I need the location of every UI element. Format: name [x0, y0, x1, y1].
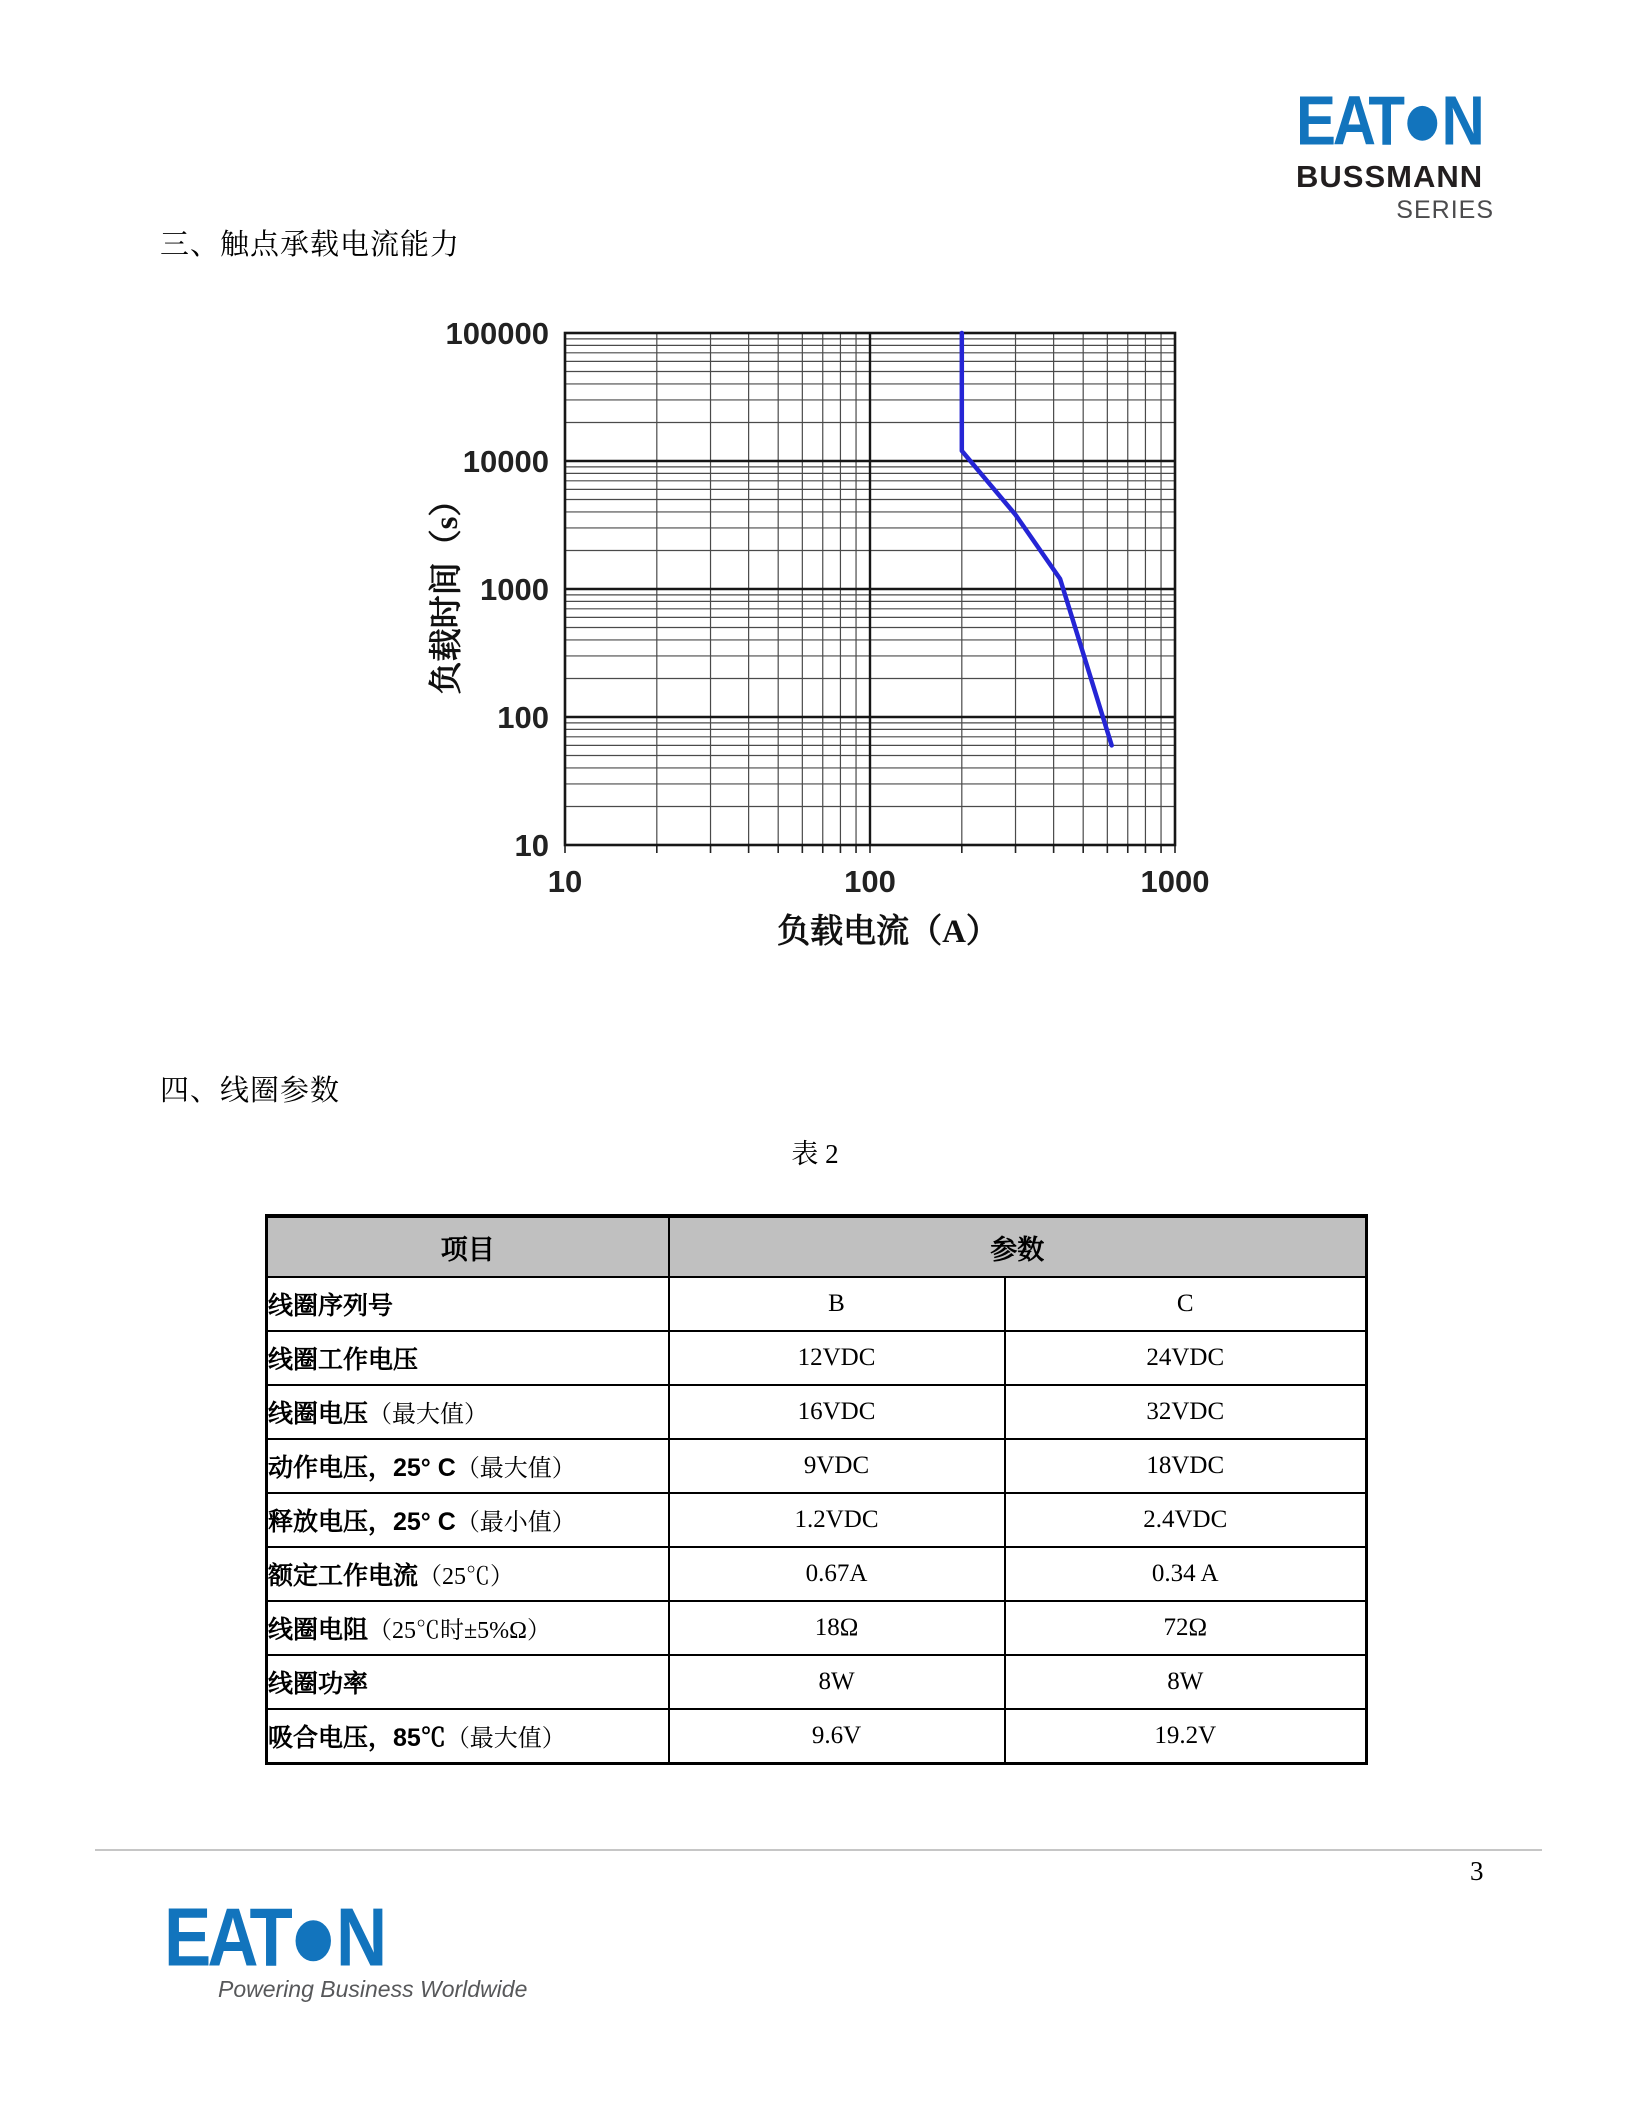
row-label: 线圈序列号	[267, 1277, 669, 1331]
row-label: 动作电压，25° C（最大值）	[267, 1439, 669, 1493]
eaton-o-dot-icon	[296, 1920, 331, 1961]
row-label: 释放电压，25° C（最小值）	[267, 1493, 669, 1547]
value-b: 18Ω	[669, 1601, 1005, 1655]
header-item: 项目	[267, 1216, 669, 1277]
eaton-tagline: Powering Business Worldwide	[218, 1976, 528, 2002]
x-tick-label: 100	[844, 864, 896, 899]
y-tick-label: 1000	[480, 572, 549, 607]
value-c: 2.4VDC	[1005, 1493, 1367, 1547]
y-axis-title: 负载时间（s）	[429, 483, 465, 695]
row-label: 线圈电压（最大值）	[267, 1385, 669, 1439]
value-c: 72Ω	[1005, 1601, 1367, 1655]
row-label: 线圈工作电压	[267, 1331, 669, 1385]
table-row	[267, 1385, 1367, 1439]
value-c: 18VDC	[1005, 1439, 1367, 1493]
coil-parameter-table	[265, 1214, 1368, 1765]
row-label: 线圈电阻（25℃时±5%Ω）	[267, 1601, 669, 1655]
table-row	[267, 1709, 1367, 1764]
table-row	[267, 1655, 1367, 1709]
coil-table-body	[267, 1277, 1367, 1764]
table-row	[267, 1439, 1367, 1493]
value-b: 9.6V	[669, 1709, 1005, 1764]
x-tick-label: 1000	[1140, 864, 1210, 899]
value-c: 24VDC	[1005, 1331, 1367, 1385]
row-label: 吸合电压，85℃（最大值）	[267, 1709, 669, 1764]
eaton-logo	[1296, 90, 1494, 152]
table-row	[267, 1601, 1367, 1655]
series-label: SERIES	[1396, 196, 1494, 224]
value-b: 1.2VDC	[669, 1493, 1005, 1547]
row-label: 额定工作电流（25℃）	[267, 1547, 669, 1601]
eaton-o-dot-icon	[1407, 106, 1437, 141]
value-c: 0.34 A	[1005, 1547, 1367, 1601]
value-c: C	[1005, 1277, 1367, 1331]
eaton-logo-letter-n: N	[336, 1902, 384, 1974]
eaton-logo-letters: EAT	[1296, 90, 1402, 152]
chart-grid	[446, 318, 1210, 899]
x-axis-title: 负载电流（A）	[777, 914, 999, 950]
load-time-current-chart	[420, 318, 1210, 958]
section3-heading: 三、触点承载电流能力	[160, 229, 461, 261]
row-label: 线圈功率	[267, 1655, 669, 1709]
table-row	[267, 1331, 1367, 1385]
brand-block-bottom	[164, 1902, 528, 2003]
brand-block-top	[1296, 90, 1494, 225]
section4-heading: 四、线圈参数	[160, 1075, 341, 1107]
y-tick-label: 10	[514, 828, 549, 863]
y-tick-label: 10000	[462, 444, 549, 479]
table-row	[267, 1277, 1367, 1331]
value-c: 8W	[1005, 1655, 1367, 1709]
value-c: 32VDC	[1005, 1385, 1367, 1439]
page-number: 3	[1470, 1856, 1484, 1886]
footer-divider	[95, 1849, 1542, 1851]
value-b: 16VDC	[669, 1385, 1005, 1439]
eaton-logo-letters: EAT	[164, 1902, 289, 1974]
value-c: 19.2V	[1005, 1709, 1367, 1764]
load-chart	[420, 318, 1210, 958]
bussmann-label: BUSSMANN	[1296, 159, 1484, 194]
table-caption: 表 2	[791, 1139, 839, 1169]
value-b: 9VDC	[669, 1439, 1005, 1493]
load-curve	[962, 333, 1112, 745]
table-row	[267, 1493, 1367, 1547]
table-row	[267, 1547, 1367, 1601]
eaton-logo-bottom	[164, 1902, 398, 1974]
table-header-row	[267, 1216, 1367, 1277]
y-tick-label: 100000	[445, 318, 549, 351]
value-b: 12VDC	[669, 1331, 1005, 1385]
x-tick-label: 10	[547, 864, 583, 899]
y-tick-label: 100	[497, 700, 549, 735]
value-b: 0.67A	[669, 1547, 1005, 1601]
value-b: 8W	[669, 1655, 1005, 1709]
header-param: 参数	[669, 1216, 1367, 1277]
eaton-logo-letter-n: N	[1441, 90, 1482, 152]
value-b: B	[669, 1277, 1005, 1331]
